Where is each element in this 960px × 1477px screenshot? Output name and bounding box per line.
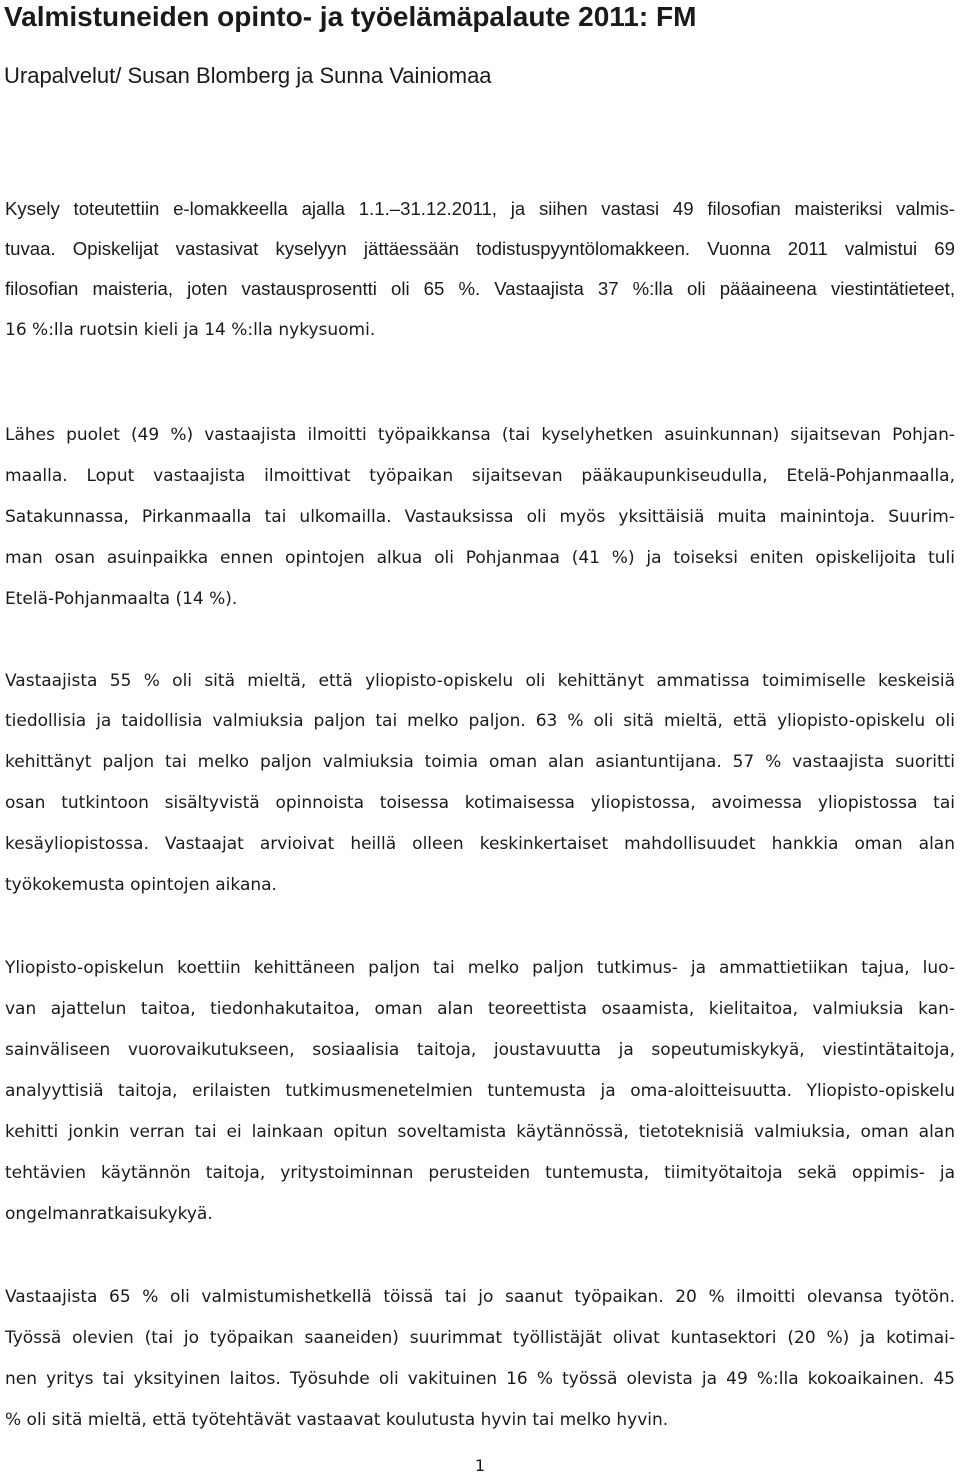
paragraph-line: ongelmanratkaisukykyä. (5, 1204, 213, 1224)
page-number: 1 (474, 1456, 486, 1475)
paragraph-line: Etelä-Pohjanmaalta (14 %). (5, 589, 238, 609)
paragraph-line: tiedollisia ja taidollisia valmiuksia paljon tai melko paljon. 63 % oli sitä mieltä, että yliopisto-opiskelu oli (5, 711, 955, 731)
paragraph-line: maalla. Loput vastaajista ilmoittivat työpaikan sijaitsevan pääkaupunkiseudulla, Etelä-Pohjanmaalla, (5, 466, 955, 486)
paragraph-line: filosofian maisteria, joten vastausprosentti oli 65 %. Vastaajista 37 %:lla oli pääaineena viestintätieteet, (5, 278, 955, 299)
paragraph-line: Satakunnassa, Pirkanmaalla tai ulkomailla. Vastauksissa oli myös yksittäisiä muita mainintoja. Suurim- (5, 507, 955, 527)
paragraph-line: tuvaa. Opiskelijat vastasivat kyselyyn jättäessään todistuspyyntölomakkeen. Vuonna 2011 valmistui 69 (5, 238, 955, 259)
paragraph-line: kehittänyt paljon tai melko paljon valmiuksia toimia oman alan asiantuntijana. 57 % vastaajista suoritti (5, 752, 955, 772)
paragraph-line: kehitti jonkin verran tai ei lainkaan opitun soveltamista käytännössä, tietoteknisiä valmiuksia, oman alan (5, 1122, 955, 1142)
paragraph-line: analyyttisiä taitoja, erilaisten tutkimusmenetelmien tuntemusta ja oma-aloitteisuutta. Yliopisto-opiskelu (5, 1081, 955, 1101)
paragraph-line: osan tutkintoon sisältyvistä opinnoista toisessa kotimaisessa yliopistossa, avoimessa yliopistossa tai (5, 793, 955, 813)
paragraph-line: nen yritys tai yksityinen laitos. Työsuhde oli vakituinen 16 % työssä olevista ja 49 %:lla kokoaikainen. 45 (5, 1369, 955, 1389)
document-title: Valmistuneiden opinto- ja työelämäpalaute 2011: FM (4, 1, 697, 32)
paragraph-line: Vastaajista 55 % oli sitä mieltä, että yliopisto-opiskelu oli kehittänyt ammatissa toimimiselle keskeisiä (5, 671, 955, 691)
paragraph-line: tehtävien käytännön taitoja, yritystoiminnan perusteiden tuntemusta, tiimityötaitoja sekä oppimis- ja (5, 1163, 955, 1183)
paragraph-line: työkokemusta opintojen aikana. (5, 875, 277, 895)
paragraph-line: Työssä olevien (tai jo työpaikan saaneiden) suurimmat työllistäjät olivat kuntasektori (20 %) ja kotimai- (5, 1328, 955, 1348)
document-subtitle: Urapalvelut/ Susan Blomberg ja Sunna Vainiomaa (4, 63, 492, 88)
paragraph-line: van ajattelun taitoa, tiedonhakutaitoa, oman alan teoreettista osaamista, kielitaitoa, valmiuksia kan- (5, 999, 955, 1019)
paragraph-line: Kysely toteutettiin e-lomakkeella ajalla 1.1.–31.12.2011, ja siihen vastasi 49 filosofian maisteriksi valmis- (5, 198, 955, 219)
paragraph-line: kesäyliopistossa. Vastaajat arvioivat heillä olleen keskinkertaiset mahdollisuudet hankkia oman alan (5, 834, 955, 854)
paragraph-line: sainväliseen vuorovaikutukseen, sosiaalisia taitoja, joustavuutta ja sopeutumiskykyä, viestintätaitoja, (5, 1040, 955, 1060)
paragraph-line: 16 %:lla ruotsin kieli ja 14 %:lla nykysuomi. (5, 320, 376, 340)
paragraph-line: Lähes puolet (49 %) vastaajista ilmoitti työpaikkansa (tai kyselyhetken asuinkunnan) sijaitsevan Pohjan- (5, 425, 955, 445)
paragraph-line: man osan asuinpaikka ennen opintojen alkua oli Pohjanmaa (41 %) ja toiseksi eniten opiskelijoita tuli (5, 548, 955, 568)
paragraph-line: Yliopisto-opiskelun koettiin kehittäneen paljon tai melko paljon tutkimus- ja ammattietiikan tajua, luo- (5, 958, 955, 978)
paragraph-line: Vastaajista 65 % oli valmistumishetkellä töissä tai jo saanut työpaikan. 20 % ilmoitti olevansa työtön. (5, 1287, 955, 1307)
paragraph-line: % oli sitä mieltä, että työtehtävät vastaavat koulutusta hyvin tai melko hyvin. (5, 1410, 669, 1430)
